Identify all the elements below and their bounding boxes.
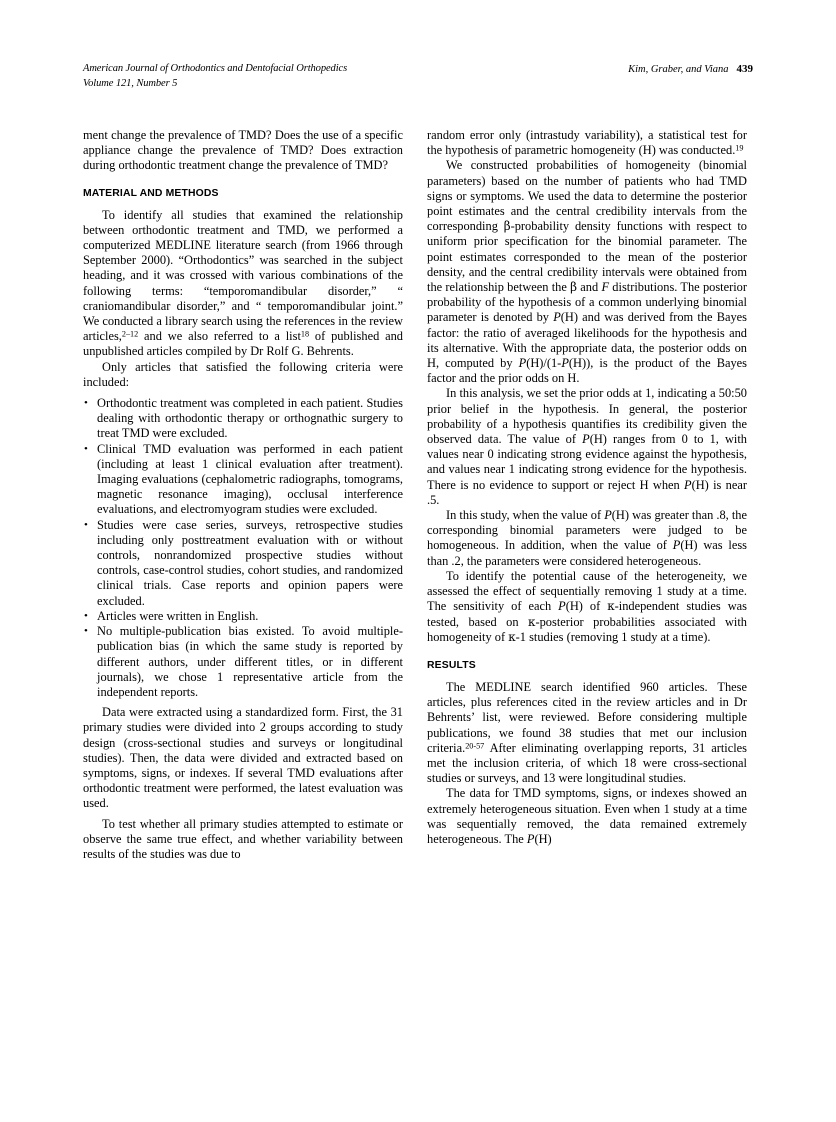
bullet-icon: • — [84, 397, 88, 410]
running-head-right — [628, 62, 753, 78]
paragraph-medline-results — [427, 680, 747, 786]
paragraph-tmd-heterogeneity — [427, 786, 747, 847]
identify-text-part1: To identify the potential cause of the heterogeneity, we assessed the effect of sequentially removing 1 study at a time. The sensitivity of each — [427, 568, 747, 614]
beta-symbol: β — [503, 219, 511, 234]
analysis-text-part2: (H) ranges from 0 to 1, with values near 0 indicating strong evidence against the hypothesis, and values near 1 indicating strong evidence for the hypothesis. There is no evidence to support or reject H when — [427, 432, 747, 492]
left-column — [83, 128, 403, 862]
probability-symbol: P — [561, 356, 569, 371]
list-item — [84, 396, 403, 442]
journal-name: American Journal of Orthodontics and Dentofacial Orthopedics — [83, 63, 348, 74]
list-item-text: Clinical TMD evaluation was performed in each patient (including at least 1 clinical evaluation after treatment). Imaging evaluations (cephalometric radiographs, tomograms, magnetic resonance imaging), occlusal interference evaluations, and electromyogram studies were excluded. — [97, 441, 403, 517]
list-item — [84, 442, 403, 518]
paragraph-study-thresholds — [427, 508, 747, 569]
paragraph-test-whether: To test whether all primary studies attempted to estimate or observe the same true effect, and whether variability between results of the studies was due to — [83, 816, 403, 861]
right-column — [427, 128, 747, 847]
probability-symbol: P — [526, 831, 535, 846]
paragraph-continued-questions: ment change the prevalence of TMD? Does the use of a specific appliance change the prevalence of TMD? Does extraction during orthodontic treatment change the prevalence of TMD? — [83, 128, 403, 173]
citation-2-12: 2–12 — [121, 329, 139, 339]
identify-text-part2: (H) of — [565, 599, 608, 614]
paragraph-random-error — [427, 128, 747, 158]
bullet-icon: • — [84, 442, 88, 455]
probability-symbol: P — [582, 432, 590, 447]
study-text-part1: In this study, when the value of — [446, 508, 605, 523]
tmd-text-part1: The data for TMD symptoms, signs, or indexes showed an extremely heterogeneous situation. Even when 1 study at a time was sequentially removed, the data remained extremely heterogeneous. The — [427, 786, 747, 846]
running-head-authors: Kim, Graber, and Viana — [628, 64, 729, 75]
study-text-part2: (H) was greater than .8, the corresponding binomial parameters were judged to be homogeneous. In addition, when the value of — [427, 508, 747, 553]
citation-20-57: 20-57 — [465, 740, 485, 750]
page-number: 439 — [736, 63, 753, 75]
constructed-text-part6: (H)/(1- — [526, 356, 562, 371]
medline-text-part2: After eliminating overlapping reports, 31 articles met the inclusion criteria, of which 18 were cross-sectional studies or surveys, and 13 were longitudinal studies. — [427, 740, 747, 786]
search-text-part3: of published and unpublished articles compiled by Dr Rolf G. Behrents. — [83, 329, 403, 359]
random-error-text: random error only (intrastudy variability), a statistical test for the hypothesis of parametric homogeneity (H) was conducted. — [427, 128, 747, 158]
paragraph-sensitivity-analysis — [427, 569, 747, 645]
probability-symbol: P — [518, 356, 527, 371]
running-head — [83, 62, 753, 96]
heading-material-and-methods: MATERIAL AND METHODS — [83, 187, 219, 199]
inclusion-criteria-list — [83, 396, 403, 700]
study-text-part3: (H) was less than .2, the parameters were considered heterogeneous. — [427, 538, 747, 568]
list-item — [84, 609, 403, 624]
probability-symbol: P — [604, 508, 612, 523]
probability-symbol: P — [684, 477, 692, 492]
probability-symbol: P — [558, 599, 566, 614]
search-text-part1: To identify all studies that examined the relationship between orthodontic treatment and TMD, we performed a computerized MEDLINE literature search (from 1966 through September 2000). “Orthodontics” was searched in the subject heading, and it was crossed with various combinations of the following terms: “temporomandibular disorder,” “ craniomandibular disorder,” and “ temporomandibular joint.” We conducted a library search using the references in the review articles, — [83, 207, 403, 344]
list-item-text: Studies were case series, surveys, retrospective studies including only posttreatment evaluation with or without controls, nonrandomized prospective studies without controls, case-control studies, cohort studies, and randomized clinical trials. Case reports and opinion papers were excluded. — [97, 517, 403, 608]
bullet-icon: • — [84, 609, 88, 622]
constructed-text-part4: distributions. The posterior probability of the hypothesis of a common underlying binomial parameter is denoted by — [427, 280, 747, 325]
probability-symbol: P — [672, 538, 681, 553]
kappa-symbol: κ — [508, 629, 516, 644]
list-item — [84, 518, 403, 609]
list-item-text: No multiple-publication bias existed. To avoid multiple-publication bias (in which the same study is reported by different authors, under different titles, or in different journals), we chose 1 representative article from the independent reports. — [97, 624, 403, 699]
constructed-text-part3: and — [577, 280, 602, 295]
constructed-text-part7: (H)), is the product of the Bayes factor and the prior odds on H. — [427, 356, 747, 386]
paragraph-criteria-intro: Only articles that satisfied the following criteria were included: — [83, 359, 403, 389]
medline-text-part1: The MEDLINE search identified 960 articles. These articles, plus references cited in the review articles and in Dr Behrents’ list, were reviewed. Before considering multiple publications, we found 38 studies that met our inclusion criteria. — [427, 679, 747, 755]
analysis-text-part1: In this analysis, we set the prior odds at 1, indicating a 50:50 prior belief in the hypothesis. In general, the posterior probability of a hypothesis quantifies its credibility given the observed data. The value of — [427, 386, 747, 447]
beta-symbol: β — [570, 280, 578, 295]
search-text-part2: and we also referred to a list — [138, 329, 301, 344]
bullet-icon: • — [84, 518, 88, 531]
list-item-text: Orthodontic treatment was completed in each patient. Studies dealing with orthodontic therapy or orthognathic surgery to treat TMD were excluded. — [97, 396, 403, 441]
citation-19: 19 — [735, 143, 744, 153]
tmd-text-part2: (H) — [534, 831, 552, 846]
citation-18: 18 — [300, 329, 310, 339]
journal-title-block — [83, 62, 347, 91]
kappa-symbol: κ — [528, 614, 536, 629]
constructed-text-part2: -probability density functions with respect to uniform prior specification for the binomial parameter. The point estimates corresponded to the mean of the posterior density, and the central credibility intervals were obtained from the relationship between the — [427, 219, 747, 295]
constructed-text-part1: We constructed probabilities of homogeneity (binomial parameters) based on the number of patients who had TMD signs or symptoms. We used the data to determine the posterior point estimates and the central credibility intervals from the corresponding — [427, 158, 747, 234]
kappa-symbol: κ — [607, 599, 615, 614]
paragraph-literature-search — [83, 208, 403, 360]
analysis-text-part3: (H) is near .5. — [427, 477, 747, 507]
list-item-text: Articles were written in English. — [97, 608, 259, 623]
paragraph-analysis-prior-odds — [427, 386, 747, 508]
f-distribution-symbol: F — [601, 280, 610, 295]
journal-volume-issue: Volume 121, Number 5 — [83, 77, 178, 89]
identify-text-part3: -independent studies was tested, based on — [427, 599, 747, 629]
heading-results: RESULTS — [427, 659, 476, 671]
list-item — [84, 624, 403, 700]
constructed-text-part5: (H) and was derived from the Bayes factor: the ratio of averaged likelihoods for the hypothesis and its alternative. With the appropriate data, the posterior odds on H, computed by — [427, 310, 747, 371]
bullet-icon: • — [84, 625, 88, 638]
probability-symbol: P — [553, 310, 561, 325]
identify-text-part5: -1 studies (removing 1 study at a time). — [515, 629, 711, 644]
identify-text-part4: -posterior probabilities associated with homogeneity of — [427, 614, 747, 644]
paragraph-constructed-probabilities — [427, 158, 747, 386]
paragraph-data-extraction: Data were extracted using a standardized form. First, the 31 primary studies were divided into 2 groups according to study design (cross-sectional studies and surveys or longitudinal studies). Then, the data were divided and extracted based on symptoms, signs, or indexes. If several TMD evaluations after orthodontic treatment were performed, the latest evaluation was used. — [83, 705, 403, 811]
